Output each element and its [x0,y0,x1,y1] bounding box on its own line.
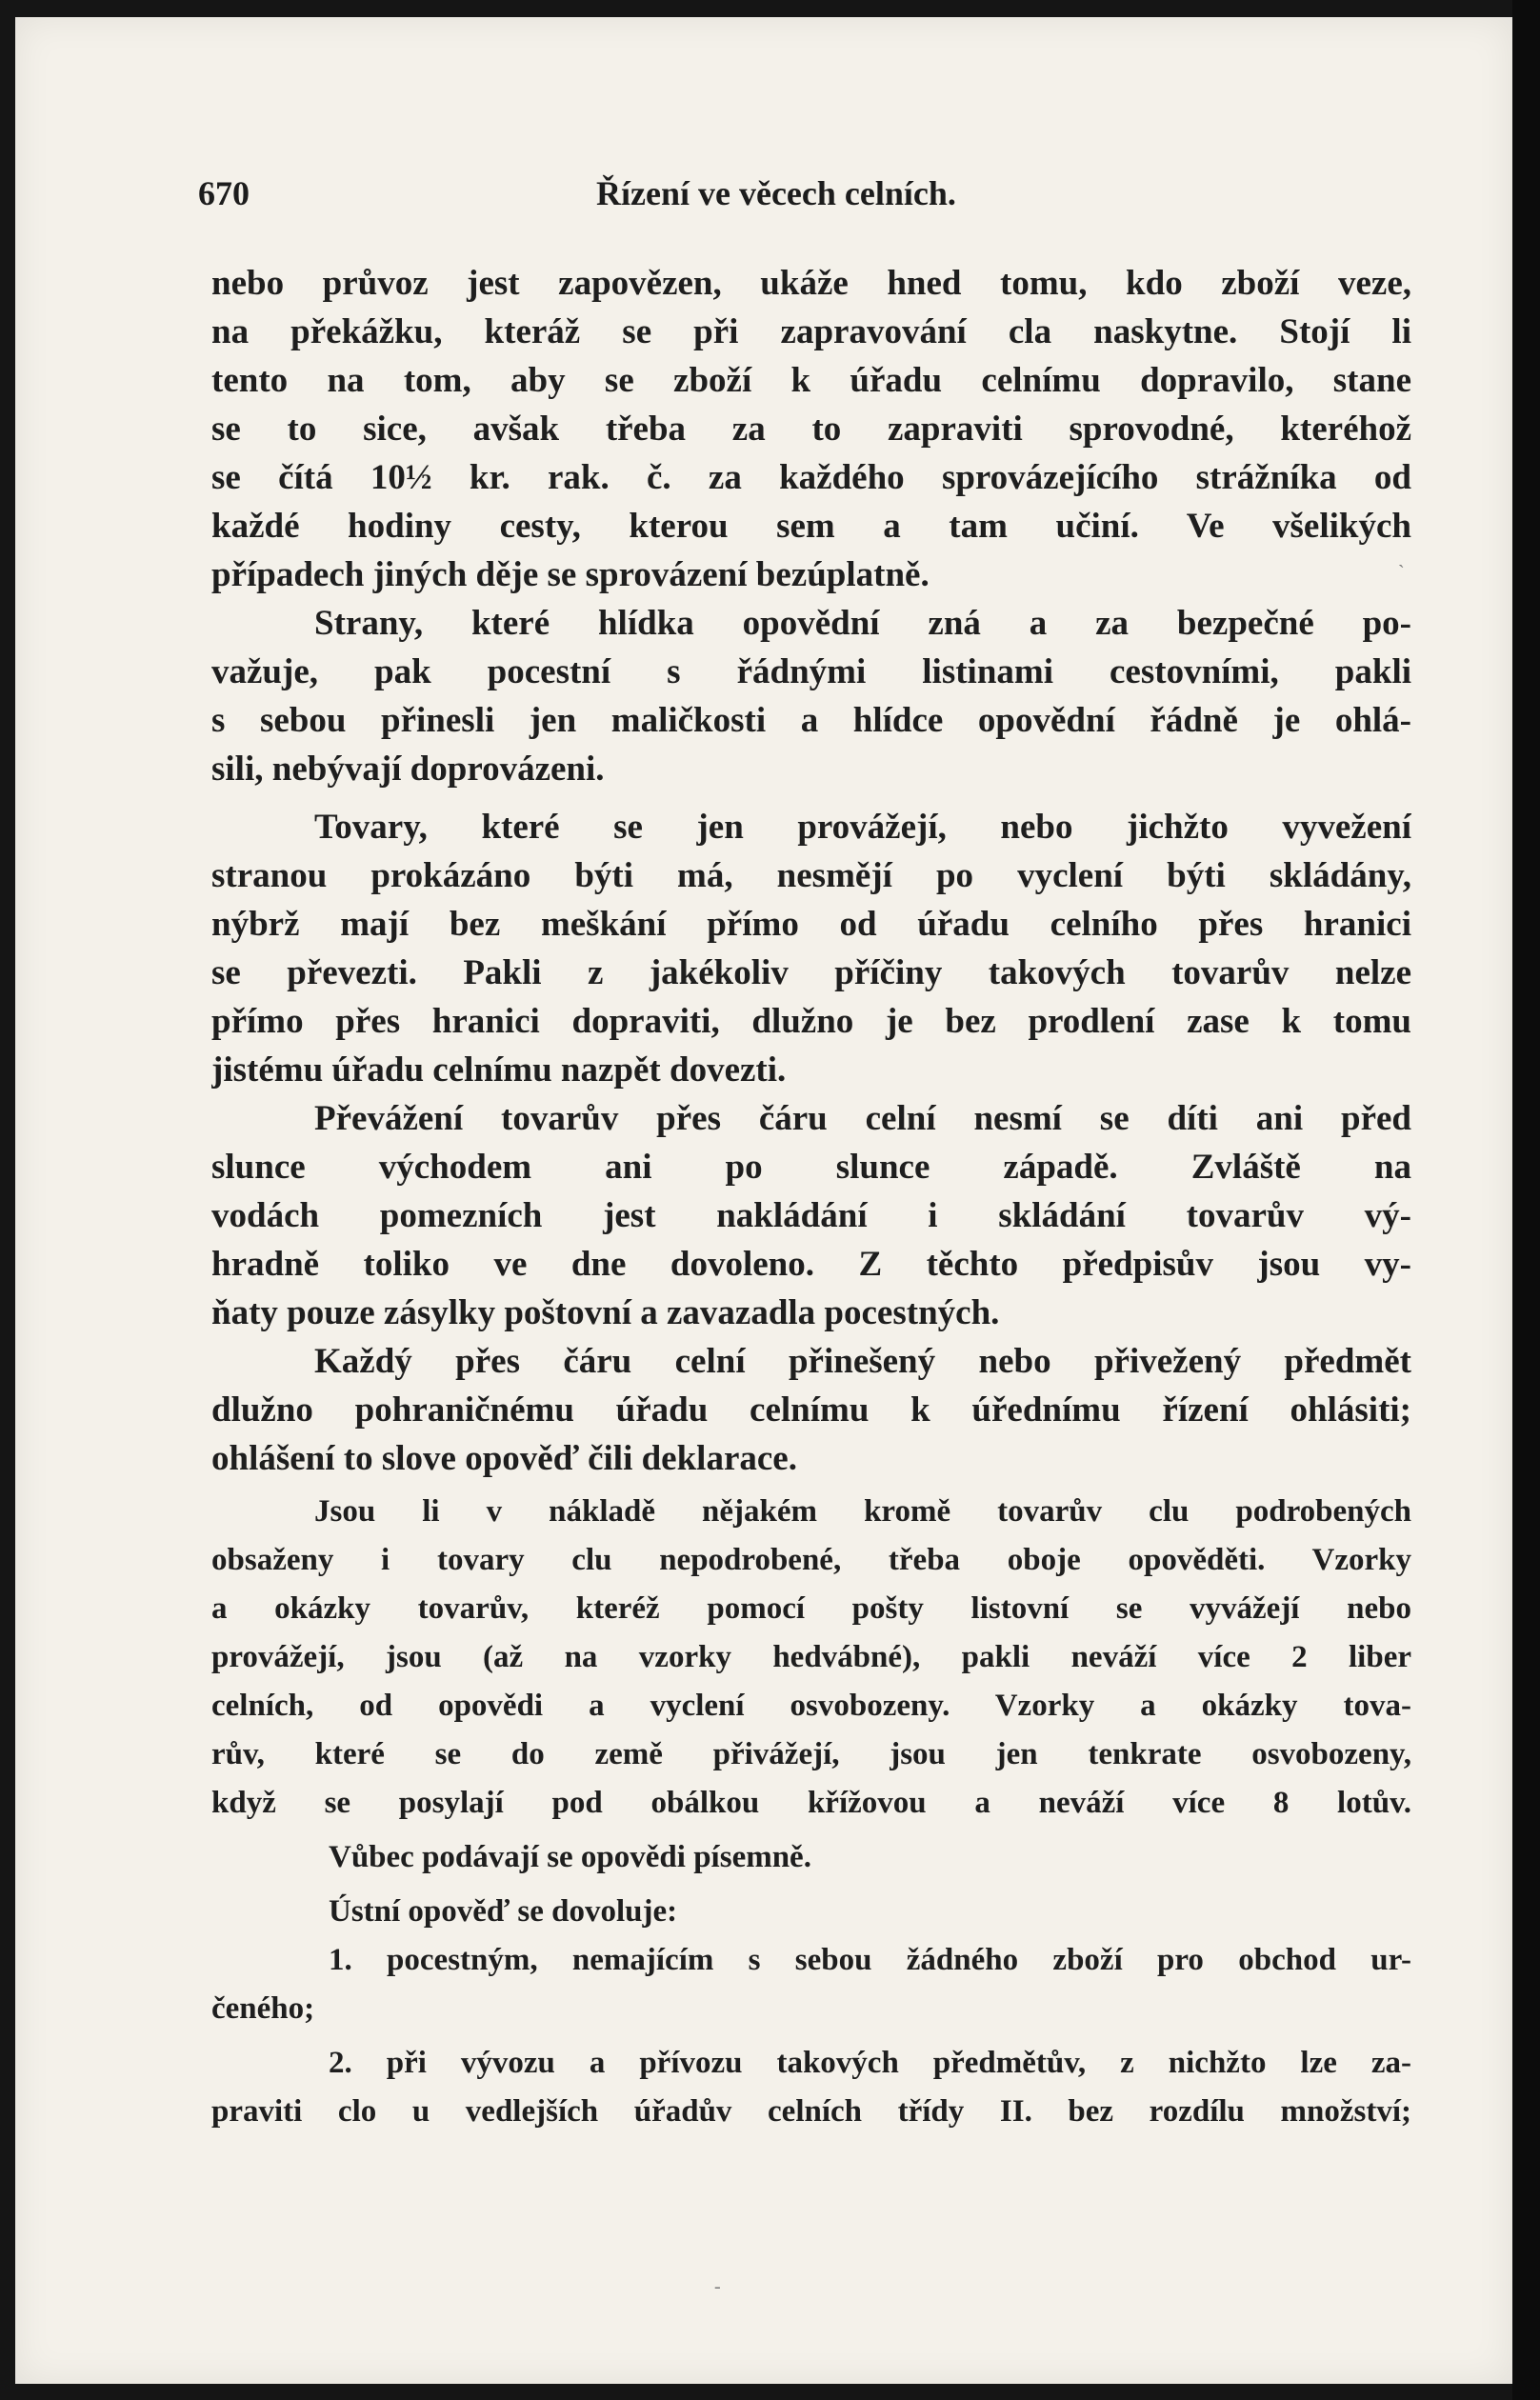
text-line: slunce východem ani po slunce západě. Zvláště na [211,1148,1411,1187]
text-line: vodách pomezních jest nakládání i skládání tovarův vý- [211,1196,1411,1235]
text-line: nebo průvoz jest zapovězen, ukáže hned tomu, kdo zboží veze, [211,264,1411,303]
scan-speck: ` [1398,562,1405,583]
text-line: každé hodiny cesty, kterou sem a tam učiní. Ve všelikých [211,507,1411,546]
text-line: se to sice, avšak třeba za to zapraviti sprovodné, kteréhož [211,410,1411,449]
text-line: a okázky tovarův, kteréž pomocí pošty listovní se vyvážejí nebo [211,1591,1411,1626]
text-line: Ústní opověď se dovoluje: [329,1894,678,1929]
text-line: celních, od opovědi a vyclení osvobozeny. Vzorky a okázky tova- [211,1689,1411,1723]
running-title: Řízení ve věcech celních. [596,174,956,212]
text-line: Strany, které hlídka opovědní zná a za bezpečné po- [314,604,1411,643]
text-line: když se posylají pod obálkou křížovou a neváží více 8 lotův. [211,1786,1411,1820]
text-line: čeného; [211,1991,315,2026]
text-line: stranou prokázáno býti má, nesmějí po vyclení býti skládány, [211,856,1411,895]
text-line: provážejí, jsou (až na vzorky hedvábné), pakli neváží více 2 liber [211,1640,1411,1674]
text-line: obsaženy i tovary clu nepodrobené, třeba oboje opověděti. Vzorky [211,1543,1411,1577]
page-edge-shadow [1512,0,1540,2400]
text-line: případech jiných děje se sprovázení bezúplatně. [211,555,930,594]
text-line: nýbrž mají bez meškání přímo od úřadu celního přes hranici [211,905,1411,944]
page-number: 670 [198,174,250,212]
scan-speck: - [714,2276,721,2297]
text-line: hradně toliko ve dne dovoleno. Z těchto předpisův jsou vy- [211,1245,1411,1284]
running-header [198,173,1408,215]
text-line: se převezti. Pakli z jakékoliv příčiny takových tovarův nelze [211,953,1411,992]
text-line: Převážení tovarův přes čáru celní nesmí se díti ani před [314,1099,1411,1138]
text-line: Vůbec podávají se opovědi písemně. [329,1840,811,1874]
text-line: přímo přes hranici dopraviti, dlužno je bez prodlení zase k tomu [211,1002,1411,1041]
text-line: dlužno pohraničnému úřadu celnímu k úřednímu řízení ohlásiti; [211,1390,1411,1430]
text-line: rův, které se do země přivážejí, jsou jen tenkrate osvobozeny, [211,1737,1411,1771]
text-line: sili, nebývají doprovázeni. [211,750,605,789]
text-line: važuje, pak pocestní s řádnými listinami cestovními, pakli [211,652,1411,691]
text-line: jistému úřadu celnímu nazpět dovezti. [211,1050,787,1090]
text-line: ohlášení to slove opověď čili deklarace. [211,1439,797,1478]
text-line: s sebou přinesli jen maličkosti a hlídce opovědní řádně je ohlá- [211,701,1411,740]
text-line: na překážku, kteráž se při zapravování cla naskytne. Stojí li [211,312,1411,351]
text-line: Jsou li v nákladě nějakém kromě tovarův clu podrobených [314,1494,1411,1529]
text-line: Každý přes čáru celní přinešený nebo přivežený předmět [314,1342,1411,1381]
text-line: tento na tom, aby se zboží k úřadu celnímu dopravilo, stane [211,361,1411,400]
text-line: praviti clo u vedlejších úřadův celních třídy II. bez rozdílu množství; [211,2094,1411,2129]
text-line: se čítá 10½ kr. rak. č. za každého sprovázejícího strážníka od [211,458,1411,497]
text-line: 1. pocestným, nemajícím s sebou žádného zboží pro obchod ur- [329,1943,1411,1977]
text-line: ňaty pouze zásylky poštovní a zavazadla pocestných. [211,1293,1000,1332]
text-line: 2. při vývozu a přívozu takových předmětův, z nichžto lze za- [329,2046,1411,2080]
text-line: Tovary, které se jen provážejí, nebo jichžto vyvežení [314,808,1411,847]
